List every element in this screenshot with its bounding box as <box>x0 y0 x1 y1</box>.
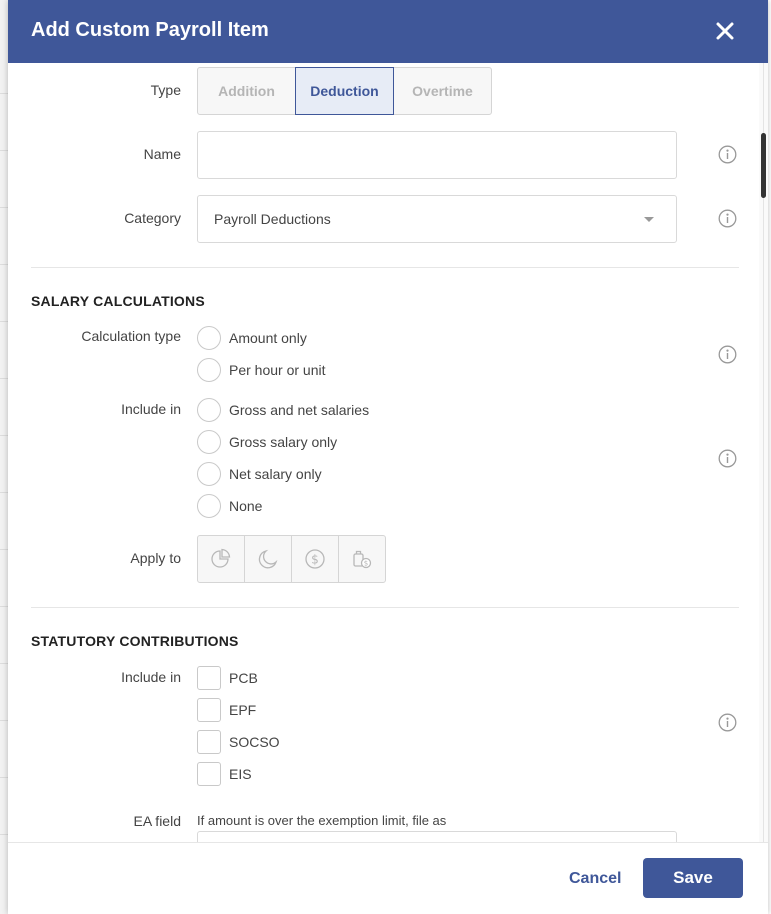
salary-section-heading: SALARY CALCULATIONS <box>31 293 205 309</box>
include-option-gross-only[interactable] <box>197 429 337 455</box>
calc-option-amount-only[interactable] <box>197 325 307 351</box>
dialog-title: Add Custom Payroll Item <box>31 19 269 41</box>
info-icon[interactable] <box>718 449 737 468</box>
background-strip <box>0 0 8 914</box>
radio-label: Gross salary only <box>229 434 338 450</box>
checkbox[interactable] <box>197 730 221 754</box>
type-segmented-control <box>197 67 492 115</box>
apply-to-group <box>197 535 386 583</box>
checkbox-label: EIS <box>229 766 252 782</box>
type-option-deduction[interactable]: Deduction <box>295 67 394 115</box>
category-select[interactable] <box>197 195 677 243</box>
name-label: Name <box>143 146 181 162</box>
dialog-body <box>8 63 768 842</box>
info-icon[interactable] <box>718 209 737 228</box>
radio-button[interactable] <box>197 462 221 486</box>
ea-field-label: EA field <box>133 813 181 829</box>
moon-icon <box>257 548 279 570</box>
include-option-net-only[interactable] <box>197 461 322 487</box>
include-option-gross-net[interactable] <box>197 397 369 423</box>
apply-to-pie-chart[interactable] <box>197 535 245 583</box>
svg-text:$: $ <box>363 559 369 568</box>
statutory-option-epf[interactable] <box>197 697 256 723</box>
add-payroll-item-dialog <box>8 0 768 914</box>
radio-label: Gross and net salaries <box>229 402 370 418</box>
name-input[interactable] <box>197 131 677 179</box>
checkbox-label: PCB <box>229 670 258 686</box>
scrollbar-thumb[interactable] <box>761 133 766 198</box>
close-icon[interactable] <box>714 20 736 42</box>
divider <box>31 607 739 608</box>
category-select-value: Payroll Deductions <box>214 211 331 227</box>
ea-field-note: If amount is over the exemption limit, file as <box>197 813 447 828</box>
apply-to-dollar[interactable] <box>291 535 339 583</box>
type-label: Type <box>150 82 181 98</box>
checkbox[interactable] <box>197 762 221 786</box>
ea-field-select[interactable] <box>197 831 677 842</box>
statutory-option-socso[interactable] <box>197 729 280 755</box>
cancel-button[interactable]: Cancel <box>569 870 622 887</box>
radio-label: None <box>229 498 263 514</box>
luggage-money-icon <box>351 548 373 570</box>
type-option-addition[interactable]: Addition <box>197 67 296 115</box>
radio-label: Amount only <box>229 330 307 346</box>
info-icon[interactable] <box>718 713 737 732</box>
include-option-none[interactable] <box>197 493 262 519</box>
dialog-header <box>8 0 768 63</box>
statutory-include-label: Include in <box>121 669 181 685</box>
info-icon[interactable] <box>718 145 737 164</box>
checkbox[interactable] <box>197 666 221 690</box>
radio-label: Per hour or unit <box>229 362 326 378</box>
statutory-option-pcb[interactable] <box>197 665 258 691</box>
apply-to-moon[interactable] <box>244 535 292 583</box>
include-in-label: Include in <box>121 401 181 417</box>
pie-chart-icon <box>210 548 232 570</box>
divider <box>31 267 739 268</box>
radio-button[interactable] <box>197 398 221 422</box>
dollar-coin-icon <box>304 548 326 570</box>
dialog-footer <box>8 842 768 914</box>
calc-option-per-hour[interactable] <box>197 357 326 383</box>
scrollbar[interactable] <box>759 63 768 842</box>
statutory-section-heading: STATUTORY CONTRIBUTIONS <box>31 633 239 649</box>
radio-label: Net salary only <box>229 466 322 482</box>
info-icon[interactable] <box>718 345 737 364</box>
checkbox-label: EPF <box>229 702 257 718</box>
statutory-option-eis[interactable] <box>197 761 252 787</box>
radio-button[interactable] <box>197 430 221 454</box>
category-label: Category <box>124 210 181 226</box>
checkbox-label: SOCSO <box>229 734 280 750</box>
save-button[interactable]: Save <box>643 858 743 898</box>
checkbox[interactable] <box>197 698 221 722</box>
chevron-down-icon <box>644 217 654 222</box>
type-option-overtime[interactable]: Overtime <box>393 67 492 115</box>
svg-text:$: $ <box>311 552 319 567</box>
radio-button[interactable] <box>197 494 221 518</box>
radio-button[interactable] <box>197 358 221 382</box>
radio-button[interactable] <box>197 326 221 350</box>
apply-to-label: Apply to <box>130 550 181 566</box>
apply-to-luggage[interactable] <box>338 535 386 583</box>
calculation-type-label: Calculation type <box>81 328 181 344</box>
